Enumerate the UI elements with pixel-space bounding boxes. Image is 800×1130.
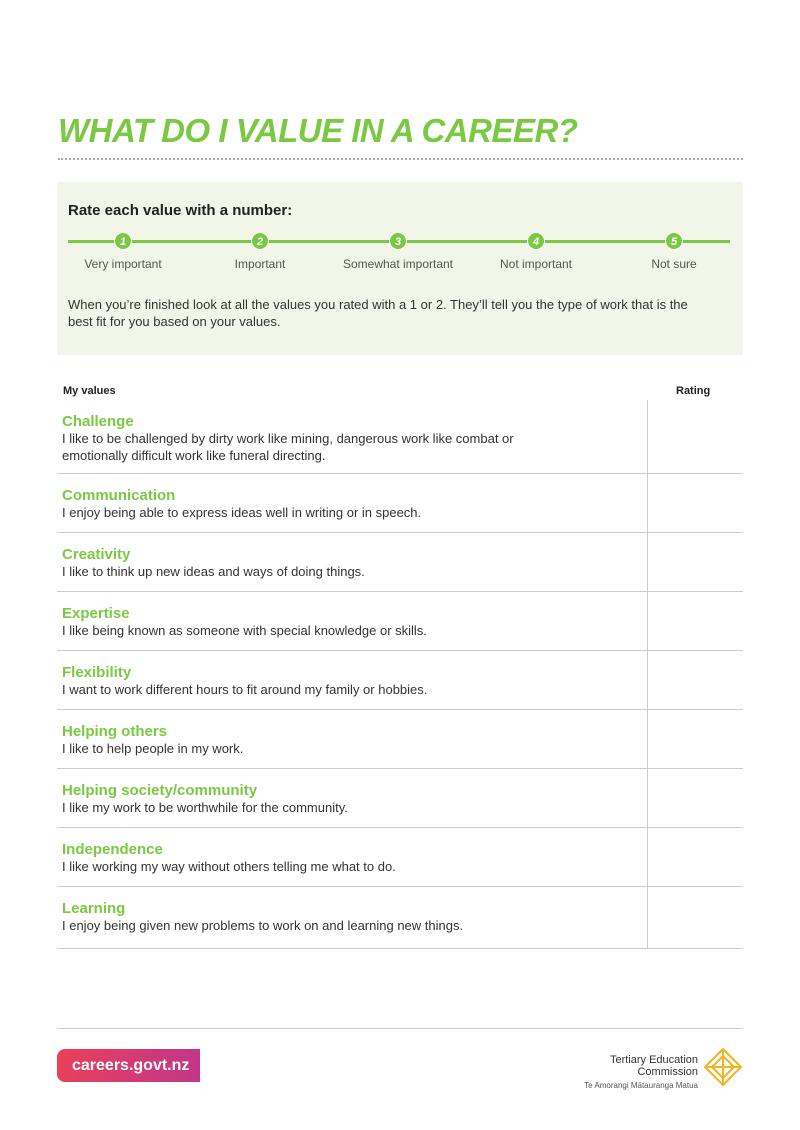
instructions-heading: Rate each value with a number: — [68, 202, 293, 219]
tec-name — [584, 1054, 698, 1092]
scale-number: 4 — [527, 232, 545, 250]
value-description: I enjoy being given new problems to work on and learning new things. — [62, 918, 464, 933]
value-name: Challenge — [62, 413, 134, 430]
value-name: Expertise — [62, 605, 130, 622]
rating-cell[interactable] — [647, 533, 743, 591]
value-description: I like being known as someone with special knowledge or skills. — [62, 623, 427, 638]
value-description: I like my work to be worthwhile for the community. — [62, 800, 348, 815]
table-row — [57, 592, 743, 651]
table-row — [57, 651, 743, 710]
org-line1: Tertiary Education — [609, 1054, 698, 1066]
dotted-divider — [58, 158, 743, 160]
value-description: I enjoy being able to express ideas well in writing or in speech. — [62, 505, 422, 520]
rating-cell[interactable] — [647, 651, 743, 709]
org-line2: Commission — [637, 1066, 698, 1078]
scale-step — [200, 232, 320, 271]
table-row — [57, 400, 743, 474]
instructions-panel — [57, 182, 743, 355]
value-description: I like to help people in my work. — [62, 741, 244, 756]
scale-step — [476, 232, 596, 271]
table-row — [57, 887, 743, 949]
tec-logo-icon — [703, 1047, 743, 1087]
table-row — [57, 769, 743, 828]
rating-cell[interactable] — [647, 592, 743, 650]
careers-link[interactable]: careers.govt.nz — [57, 1049, 200, 1082]
table-row — [57, 533, 743, 592]
value-name: Helping others — [62, 723, 168, 740]
scale-step — [338, 232, 458, 271]
value-description: I like to be challenged by dirty work like mining, dangerous work like combat or emotionally difficult work like funeral directing. — [62, 431, 514, 463]
org-maori: Te Amorangi Mātauranga Matua — [584, 1081, 698, 1090]
rating-cell[interactable] — [647, 710, 743, 768]
scale-label: Not important — [499, 257, 573, 271]
rating-cell[interactable] — [647, 769, 743, 827]
rating-cell[interactable] — [647, 474, 743, 532]
table-row — [57, 710, 743, 769]
page-title: WHAT DO I VALUE IN A CAREER? — [58, 112, 578, 149]
scale-number: 3 — [389, 232, 407, 250]
scale-step — [614, 232, 734, 271]
scale-step — [63, 232, 183, 271]
column-header-values: My values — [63, 385, 116, 397]
value-name: Learning — [62, 900, 126, 917]
value-name: Independence — [62, 841, 163, 858]
rating-cell[interactable] — [647, 887, 743, 948]
scale-number: 1 — [114, 232, 132, 250]
value-name: Helping society/community — [62, 782, 258, 799]
table-row — [57, 474, 743, 533]
value-description: I like to think up new ideas and ways of doing things. — [62, 564, 365, 579]
footer-divider — [57, 1028, 743, 1029]
value-description: I like working my way without others telling me what to do. — [62, 859, 396, 874]
value-name: Communication — [62, 487, 176, 504]
scale-label: Somewhat important — [342, 257, 454, 271]
scale-label: Not sure — [651, 257, 697, 271]
value-description: I want to work different hours to fit around my family or hobbies. — [62, 682, 428, 697]
value-name: Flexibility — [62, 664, 132, 681]
values-table — [57, 400, 743, 949]
scale-label: Very important — [84, 257, 162, 271]
table-row — [57, 828, 743, 887]
rating-cell[interactable] — [647, 828, 743, 886]
column-header-rating: Rating — [676, 385, 711, 397]
scale-number: 2 — [251, 232, 269, 250]
scale-number: 5 — [665, 232, 683, 250]
instructions-note: When you’re finished look at all the values you rated with a 1 or 2. They’ll tell you the type of work that is the best fit for you based on your values. — [68, 297, 688, 329]
value-name: Creativity — [62, 546, 131, 563]
scale-label: Important — [234, 257, 286, 271]
rating-cell[interactable] — [647, 400, 743, 473]
